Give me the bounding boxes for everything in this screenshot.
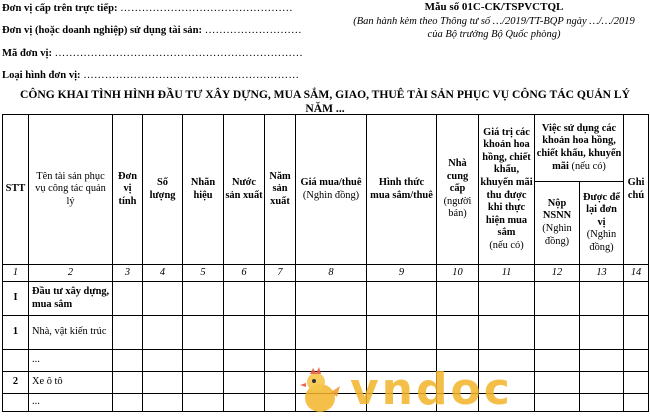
table-cell [113, 372, 143, 394]
row-stt [3, 350, 29, 372]
unit-type-label: Loại hình đơn vị: [2, 70, 81, 82]
unit-code-label: Mã đơn vị: [2, 47, 53, 59]
table-cell [265, 372, 296, 394]
price-unit: (Nghìn đồng) [302, 189, 360, 201]
header-line-unit-type [2, 68, 342, 83]
kept-label: Được để lại đơn vị [582, 191, 621, 228]
col-header-kept [580, 182, 624, 265]
table-cell [535, 372, 580, 394]
col-number: 4 [143, 265, 183, 282]
column-number-row [3, 265, 649, 282]
col-header-unit: Đơn vị tính [113, 115, 143, 265]
supplier-unit: (người bán) [443, 195, 472, 220]
row-stt: 1 [3, 316, 29, 350]
table-cell [479, 350, 535, 372]
row-asset-name: Xe ô tô [29, 372, 113, 394]
table-cell [265, 394, 296, 412]
table-cell [624, 316, 649, 350]
col-number: 13 [580, 265, 624, 282]
table-cell [437, 350, 479, 372]
unit-type-dots: …………………………………………………… [83, 70, 300, 82]
table-cell [183, 394, 224, 412]
header-left [2, 1, 342, 91]
table-cell [265, 350, 296, 372]
col-header-promo-value [479, 115, 535, 265]
nsnn-unit: (Nghìn đồng) [542, 223, 572, 247]
table-cell [580, 282, 624, 316]
col-header-country: Nước sản xuất [224, 115, 265, 265]
supplier-label: Nhà cung cấp [446, 158, 469, 195]
header-line-parent-unit [2, 1, 342, 16]
table-cell [224, 372, 265, 394]
table-cell [113, 350, 143, 372]
col-number: 9 [367, 265, 437, 282]
parent-unit-label: Đơn vị cấp trên trực tiếp: [2, 3, 118, 14]
row-stt [3, 394, 29, 412]
table-cell [479, 282, 535, 316]
col-header-year: Năm sản xuất [265, 115, 296, 265]
page-title [0, 88, 650, 116]
col-header-price [296, 115, 367, 265]
header-right [340, 1, 648, 42]
table-cell [580, 350, 624, 372]
table-cell [367, 350, 437, 372]
col-number: 3 [113, 265, 143, 282]
col-number: 5 [183, 265, 224, 282]
table-cell [296, 350, 367, 372]
nsnn-label: Nộp NSNN [542, 197, 572, 222]
row-asset-name: Nhà, vật kiến trúc [29, 316, 113, 350]
table-cell [367, 394, 437, 412]
title-line-1: CÔNG KHAI TÌNH HÌNH ĐẦU TƯ XÂY DỰNG, MUA SẮM, GIAO, THUÊ TÀI SẢN PHỤC VỤ CÔNG TÁC QUẢN LÝ [19, 88, 630, 101]
kept-unit: (Nghìn đồng) [586, 229, 617, 253]
col-number: 6 [224, 265, 265, 282]
table-cell [183, 282, 224, 316]
table-cell [367, 372, 437, 394]
row-stt: 2 [3, 372, 29, 394]
table-row [3, 350, 649, 372]
using-unit-label: Đơn vị (hoặc doanh nghiệp) sử dụng tài sản: [2, 25, 203, 37]
table-cell [479, 394, 535, 412]
row-asset-name: Đầu tư xây dựng, mua sắm [29, 282, 113, 316]
table-cell [624, 372, 649, 394]
table-cell [296, 282, 367, 316]
price-label: Giá mua/thuê [300, 176, 362, 188]
unit-code-dots: …………………………………………………………… [54, 47, 303, 59]
col-number: 1 [3, 265, 29, 282]
col-number: 2 [29, 265, 113, 282]
table-cell [296, 316, 367, 350]
table-cell [367, 316, 437, 350]
asset-disclosure-table [2, 114, 649, 412]
table-cell [580, 372, 624, 394]
row-stt: I [3, 282, 29, 316]
col-number: 10 [437, 265, 479, 282]
table-cell [437, 394, 479, 412]
table-cell [224, 316, 265, 350]
table-cell [479, 316, 535, 350]
col-header-brand: Nhãn hiệu [183, 115, 224, 265]
table-cell [265, 316, 296, 350]
table-cell [535, 282, 580, 316]
row-asset-name: ... [29, 394, 113, 412]
col-number: 11 [479, 265, 535, 282]
col-header-quantity: Số lượng [143, 115, 183, 265]
header-line-using-unit [2, 23, 342, 38]
table-cell [535, 394, 580, 412]
parent-unit-dots: ………………………………………… [120, 3, 293, 14]
col-header-supplier [437, 115, 479, 265]
title-line-2: NĂM ... [305, 102, 345, 115]
col-header-nsnn [535, 182, 580, 265]
table-cell [624, 350, 649, 372]
table-row [3, 282, 649, 316]
table-cell [535, 350, 580, 372]
table-cell [143, 394, 183, 412]
table-cell [580, 316, 624, 350]
promo-use-unit: (nếu có) [571, 160, 606, 172]
issuance-note-line-1: (Ban hành kèm theo Thông tư số …/2019/TT-BQP ngày …/…/2019 [353, 15, 635, 27]
table-cell [624, 394, 649, 412]
table-cell [535, 316, 580, 350]
table-row [3, 316, 649, 350]
header-line-unit-code [2, 46, 342, 61]
col-number: 14 [624, 265, 649, 282]
col-header-note: Ghi chú [624, 115, 649, 265]
table-cell [224, 350, 265, 372]
promo-value-label: Giá trị các khoản hoa hồng, chiết khấu, khuyến mãi thu được khi thực hiện mua sắm [480, 126, 533, 239]
promo-value-unit: (nếu có) [489, 239, 524, 251]
table-row [3, 372, 649, 394]
issuance-note-line-2: của Bộ trưởng Bộ Quốc phòng) [427, 29, 561, 40]
row-asset-name: ... [29, 350, 113, 372]
using-unit-dots: ……………………… [204, 25, 302, 37]
table-cell [296, 394, 367, 412]
table-cell [296, 372, 367, 394]
col-header-asset-name: Tên tài sản phục vụ công tác quản lý [29, 115, 113, 265]
table-cell [113, 282, 143, 316]
table-cell [367, 282, 437, 316]
table-cell [437, 282, 479, 316]
table-cell [224, 282, 265, 316]
promo-use-label: Việc sử dụng các khoản hoa hồng, chiết khấu, khuyến mãi [536, 122, 622, 172]
table-cell [143, 282, 183, 316]
watermark-text: vndoc [350, 364, 513, 415]
table-cell [183, 316, 224, 350]
table-body [3, 282, 649, 412]
col-header-promo-use [535, 115, 624, 182]
table-cell [437, 372, 479, 394]
table-cell [113, 316, 143, 350]
table-cell [143, 350, 183, 372]
table-cell [265, 282, 296, 316]
table-cell [183, 372, 224, 394]
table-cell [437, 316, 479, 350]
table-cell [183, 350, 224, 372]
col-header-stt: STT [3, 115, 29, 265]
table-cell [224, 394, 265, 412]
table-row [3, 394, 649, 412]
table-cell [624, 282, 649, 316]
col-number: 12 [535, 265, 580, 282]
table-cell [143, 316, 183, 350]
table-cell [143, 372, 183, 394]
form-number: Mẫu số 01C-CK/TSPVCTQL [424, 1, 564, 13]
col-number: 8 [296, 265, 367, 282]
table-cell [113, 394, 143, 412]
table-cell [479, 372, 535, 394]
col-header-method: Hình thức mua sắm/thuê [367, 115, 437, 265]
col-number: 7 [265, 265, 296, 282]
table-cell [580, 394, 624, 412]
